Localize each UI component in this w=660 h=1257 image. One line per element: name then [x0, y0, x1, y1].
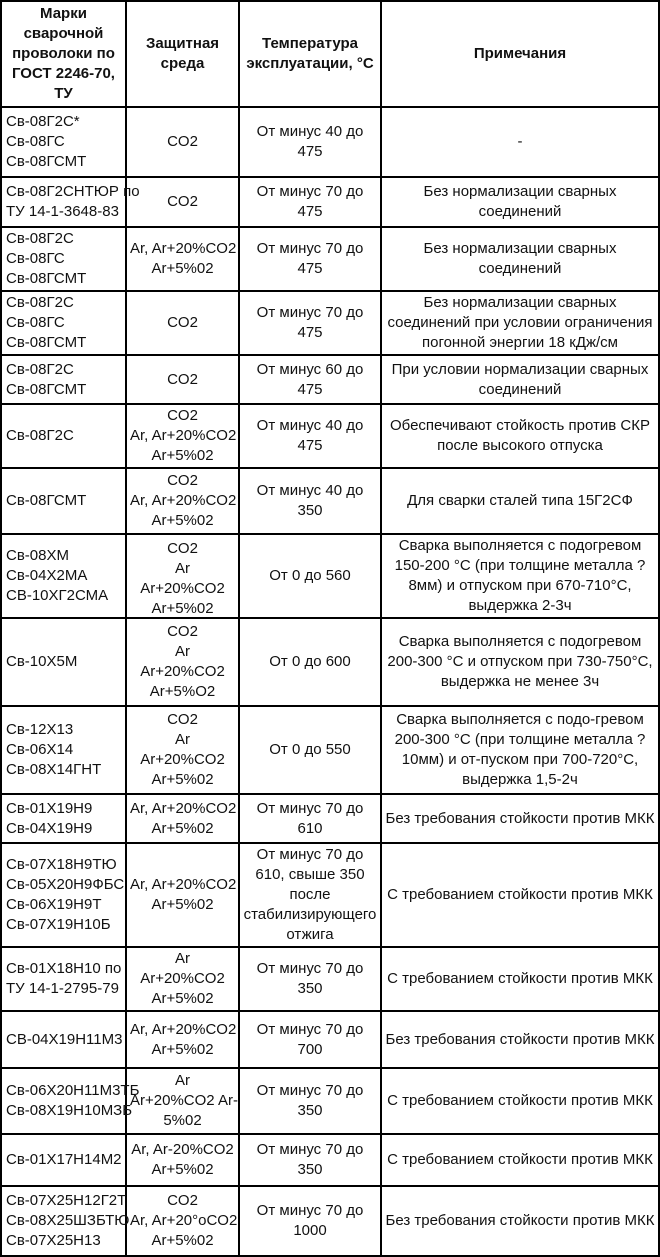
wire-mark: Св-08Х14ГНТ [6, 761, 102, 778]
wire-mark: Св-08ГСМТ [6, 334, 87, 351]
protective-medium-cell [126, 706, 239, 794]
wire-marks-cell [1, 706, 126, 794]
wire-marks-cell [1, 177, 140, 227]
protective-medium: Ar+20%CO2 [140, 970, 225, 987]
header-notes: Примечания [381, 1, 659, 107]
protective-medium-cell [126, 107, 239, 177]
protective-medium: Ar [175, 560, 190, 577]
protective-medium-lines [130, 313, 235, 333]
wire-mark: Св-07Х25Н13 [6, 1232, 101, 1249]
wire-mark: Св-08ГСМТ [6, 153, 87, 170]
protective-medium: Ar [175, 950, 190, 967]
table-row [1, 468, 659, 534]
protective-medium: Ar+20%CO2 [140, 580, 225, 597]
protective-medium: Ar+5%O2 [149, 683, 216, 700]
protective-medium-lines [130, 132, 235, 152]
protective-medium-lines [130, 192, 235, 212]
protective-medium-cell [126, 1134, 239, 1186]
protective-medium-lines [130, 710, 235, 790]
note-cell: С требованием стойкости против МКК [381, 1068, 659, 1134]
note-cell: Для сварки сталей типа 15Г2СФ [381, 468, 659, 534]
protective-medium-cell [126, 843, 239, 947]
protective-medium: Ar [175, 731, 190, 748]
table-row [1, 107, 659, 177]
operating-temperature-cell: От минус 40 до 475 [239, 107, 381, 177]
operating-temperature-cell: От минус 70 до 610, свыше 350 после стабилизирующего отжига [239, 843, 381, 947]
protective-medium-lines [130, 239, 235, 279]
wire-mark: СВ-04Х19Н11М3 [6, 1030, 123, 1048]
operating-temperature-cell: От минус 70 до 1000 [239, 1186, 381, 1256]
wire-mark: Св-08ГС [6, 314, 65, 331]
protective-medium: Ar, Ar+20%CO2 [130, 492, 237, 509]
protective-medium-lines [130, 370, 235, 390]
wire-mark: Св-08ГС [6, 250, 65, 267]
protective-medium: Ar, Ar+20%CO2 [130, 427, 237, 444]
table-row [1, 1068, 659, 1134]
operating-temperature-cell: От минус 70 до 475 [239, 177, 381, 227]
note-cell: Без требования стойкости против МКК [381, 794, 659, 843]
protective-medium-cell [126, 618, 239, 706]
wire-marks-cell [1, 843, 126, 947]
protective-medium: CO2 [167, 623, 198, 640]
protective-medium-cell [126, 1011, 239, 1068]
protective-medium: Ar+5%02 [151, 1040, 214, 1058]
wire-mark: Св-08ГСМТ [6, 492, 87, 509]
operating-temperature-cell: От минус 70 до 475 [239, 227, 381, 291]
wire-marks-cell [1, 947, 126, 1011]
table-row [1, 843, 659, 947]
wire-marks-cell [1, 468, 126, 534]
protective-medium: CO2 [167, 133, 198, 150]
table-row [1, 404, 659, 468]
wire-mark: Св-06Х14 [6, 741, 74, 758]
protective-medium: CO2 [167, 407, 198, 424]
protective-medium-cell [126, 291, 239, 355]
note-cell: Без нормализации сварных соединений [381, 177, 659, 227]
note-cell: Без нормализации сварных соединений при условии ограничения погонной энергии 18 кДж/см [381, 291, 659, 355]
protective-medium: Ar+20%CO2 Ar- [130, 1092, 238, 1109]
protective-medium-lines [127, 539, 238, 619]
note-cell: Обеспечивают стойкость против СКР после высокого отпуска [381, 404, 659, 468]
table-row [1, 794, 659, 843]
wire-mark: Св-08ХМ [6, 547, 69, 564]
wire-mark: Св-10Х5М [6, 653, 78, 670]
operating-temperature-cell: От минус 60 до 475 [239, 355, 381, 404]
wire-mark: Св-08ГСМТ [6, 270, 87, 287]
table-row [1, 1134, 659, 1186]
header-operating-temperature: Температура эксплуатации, °С [239, 1, 381, 107]
protective-medium: Ar+5%02 [151, 600, 214, 617]
wire-marks-cell [1, 534, 126, 618]
protective-medium: CO2 [167, 314, 198, 331]
protective-medium: Ar+5%02 [151, 447, 214, 464]
wire-mark: Св-08Г2СНТЮР по [6, 183, 140, 200]
protective-medium-lines [130, 406, 235, 466]
note-cell: Без нормализации сварных соединений [381, 227, 659, 291]
protective-medium: Ar+5%02 [151, 1232, 214, 1249]
protective-medium: Ar+20%CO2 [140, 751, 225, 768]
protective-medium: Ar+5%02 [151, 896, 214, 913]
wire-mark: Св-07Х18Н9ТЮ [6, 856, 117, 873]
wire-marks-cell [1, 404, 126, 468]
protective-medium-cell [126, 227, 239, 291]
rows-container [1, 107, 659, 1256]
wire-mark: Св-01Х18Н10 по [6, 960, 122, 977]
note-cell: С требованием стойкости против МКК [381, 947, 659, 1011]
table-header [1, 1, 659, 107]
wire-mark: Св-07Х19Н10Б [6, 916, 111, 933]
protective-medium-cell [126, 1186, 239, 1256]
table-row [1, 291, 659, 355]
wire-mark: ТУ 14-1-2795-79 [6, 980, 119, 997]
wire-marks-cell [1, 1068, 140, 1134]
protective-medium-lines [130, 622, 235, 702]
wire-marks-cell [1, 794, 126, 843]
wire-marks-cell [1, 227, 126, 291]
wire-mark: Св-06Х19Н9Т [6, 896, 102, 913]
table-row [1, 227, 659, 291]
protective-medium-lines [130, 1020, 235, 1060]
table-row [1, 947, 659, 1011]
protective-medium: Ar, Ar+20°oCO2 [130, 1212, 238, 1229]
note-cell: - [381, 107, 659, 177]
table-row [1, 706, 659, 794]
protective-medium-lines [130, 1191, 238, 1251]
protective-medium: Ar, Ar+20%CO2 [130, 240, 237, 257]
operating-temperature-cell: От минус 40 до 475 [239, 404, 381, 468]
note-cell: С требованием стойкости против МКК [381, 1134, 659, 1186]
table-row [1, 534, 659, 618]
wire-mark: СВ-10ХГ2СМА [6, 587, 109, 604]
header-protective-medium: Защитная среда [126, 1, 239, 107]
protective-medium-cell [126, 534, 239, 618]
operating-temperature-cell: От 0 до 560 [239, 534, 381, 618]
wire-mark: Св-08Х25ШЗБТЮ [6, 1212, 130, 1229]
wire-mark: Св-01Х19Н9 [6, 799, 93, 817]
wire-mark: Св-08ГСМТ [6, 380, 87, 398]
protective-medium: Ar, Ar+20%CO2 [130, 799, 237, 817]
protective-medium: CO2 [167, 540, 198, 557]
wire-mark: ТУ 14-1-3648-83 [6, 203, 119, 220]
protective-medium-lines [130, 471, 235, 531]
wire-mark: Св-01Х17Н14М2 [6, 1151, 122, 1168]
protective-medium: CO2 [167, 193, 198, 210]
protective-medium: Ar, Ar+20%CO2 [130, 1020, 237, 1038]
header-wire-marks: Марки сварочной проволоки по ГОСТ 2246-70, ТУ [1, 1, 126, 107]
protective-medium-cell [126, 355, 239, 404]
protective-medium: CO2 [167, 711, 198, 728]
protective-medium: Ar, Ar-20%CO2 [131, 1141, 234, 1158]
wire-mark: Св-06Х20Н11М3ТБ [6, 1082, 140, 1099]
protective-medium-lines [130, 875, 235, 915]
protective-medium-cell [126, 468, 239, 534]
protective-medium-cell [126, 794, 239, 843]
table-row [1, 1186, 659, 1256]
wire-mark: Св-04Х2МА [6, 567, 88, 584]
note-cell: Сварка выполняется с подогревом 200-300 °С и отпуском при 730-750°С, выдержка не менее 3ч [381, 618, 659, 706]
protective-medium: CO2 [167, 1192, 198, 1209]
note-cell: Сварка выполняется с подогревом 150-200 °С (при толщине металла ?8мм) и отпуском при 670-710°С, выдержка 2-3ч [381, 534, 659, 618]
table-row [1, 618, 659, 706]
protective-medium: Ar+20%CO2 [140, 663, 225, 680]
protective-medium: Ar+5%02 [151, 819, 214, 837]
wire-marks-cell [1, 291, 126, 355]
table-row [1, 177, 659, 227]
protective-medium-lines [130, 1140, 235, 1180]
operating-temperature-cell: От минус 40 до 350 [239, 468, 381, 534]
protective-medium: CO2 [167, 472, 198, 489]
table-row [1, 1011, 659, 1068]
wire-mark: Св-08ГС [6, 133, 65, 150]
wire-mark: Св-08Г2С [6, 360, 74, 378]
wire-mark: Св-08Г2С* [6, 113, 80, 130]
wire-mark: Св-07Х25Н12Г2Т [6, 1192, 127, 1209]
protective-medium-cell [126, 1068, 239, 1134]
operating-temperature-cell: От минус 70 до 700 [239, 1011, 381, 1068]
wire-mark: Св-05Х20Н9ФБС [6, 876, 125, 893]
protective-medium-cell [126, 947, 239, 1011]
protective-medium: Ar+5%02 [151, 1161, 214, 1178]
header-row [1, 1, 659, 107]
note-cell: С требованием стойкости против МКК [381, 843, 659, 947]
wire-marks-cell [1, 1134, 126, 1186]
wire-mark: Св-08Г2С [6, 427, 74, 444]
note-cell: При условии нормализации сварных соединений [381, 355, 659, 404]
protective-medium: CO2 [167, 370, 198, 388]
wire-mark: Св-08Г2С [6, 294, 74, 311]
operating-temperature-cell: От 0 до 550 [239, 706, 381, 794]
operating-temperature-cell: От минус 70 до 350 [239, 947, 381, 1011]
operating-temperature-cell: От минус 70 до 475 [239, 291, 381, 355]
operating-temperature-cell: От минус 70 до 610 [239, 794, 381, 843]
wire-mark: Св-12Х13 [6, 721, 74, 738]
protective-medium: Ar [175, 643, 190, 660]
wire-mark: Св-04Х19Н9 [6, 819, 93, 837]
note-cell: Сварка выполняется с подо-гревом 200-300 °С (при толщине металла ?10мм) и от-пуском при 700-720°С, выдержка 1,5-2ч [381, 706, 659, 794]
protective-medium: Ar+5%02 [151, 771, 214, 788]
operating-temperature-cell: От минус 70 до 350 [239, 1068, 381, 1134]
wire-mark: Св-08Г2С [6, 230, 74, 247]
note-cell: Без требования стойкости против МКК [381, 1011, 659, 1068]
protective-medium: Ar+5%02 [151, 512, 214, 529]
protective-medium: Ar, Ar+20%CO2 [130, 876, 237, 893]
protective-medium-lines [130, 949, 235, 1009]
wire-marks-cell [1, 107, 126, 177]
wire-mark: Св-08Х19Н10МЗБ [6, 1102, 133, 1119]
wire-marks-cell [1, 1011, 126, 1068]
protective-medium-lines [130, 799, 235, 839]
table-row [1, 355, 659, 404]
protective-medium: Ar+5%02 [151, 990, 214, 1007]
wire-marks-cell [1, 1186, 130, 1256]
protective-medium-cell [126, 404, 239, 468]
protective-medium: Ar+5%02 [151, 260, 214, 277]
operating-temperature-cell: От 0 до 600 [239, 618, 381, 706]
wire-marks-cell [1, 618, 126, 706]
protective-medium: Ar [175, 1072, 190, 1089]
protective-medium-cell [126, 177, 239, 227]
protective-medium-lines [130, 1071, 238, 1131]
note-cell: Без требования стойкости против МКК [381, 1186, 659, 1256]
protective-medium: 5%02 [163, 1112, 202, 1129]
wire-marks-cell [1, 355, 126, 404]
operating-temperature-cell: От минус 70 до 350 [239, 1134, 381, 1186]
